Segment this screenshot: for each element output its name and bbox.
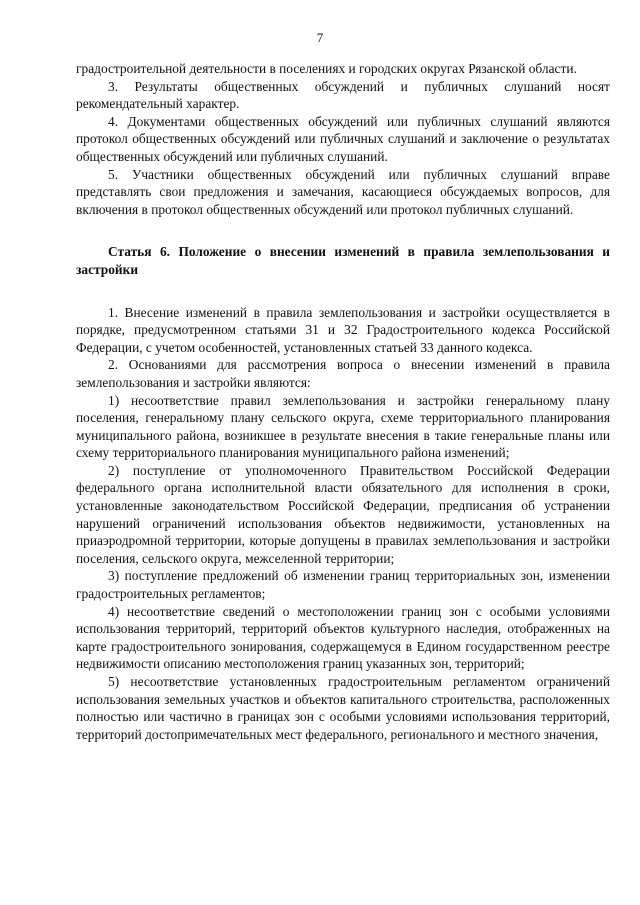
document-body bbox=[76, 60, 610, 743]
paragraph-clause-2: 2. Основаниями для рассмотрения вопроса о внесении изменений в правила землепользования и застройки являются: bbox=[76, 357, 610, 390]
list-item-1: 1) несоответствие правил землепользования и застройки генеральному плану поселения, генеральному плану сельского округа, схеме территориального планирования муниципального района, возникшее в результате внесения в такие генеральные планы или схему территориального планирования муниципального района изменений; bbox=[76, 392, 610, 461]
list-item-3: 3) поступление предложений об изменении границ территориальных зон, изменении градостроительных регламентов; bbox=[76, 568, 610, 602]
list-item-5: 5) несоответствие установленных градостроительным регламентом ограничений использования земельных участков и объектов капитального строительства, расположенных полностью или частично в границах зон с особыми условиями использования территорий, территорий достопримечательных мест федерального, регионального и местного значения, bbox=[76, 674, 610, 742]
paragraph-item-4: 4. Документами общественных обсуждений или публичных слушаний являются протокол общественных обсуждений или публичных слушаний и заключение о результатах общественных обсуждений или публичных слушаний. bbox=[76, 113, 610, 164]
article-heading: Статья 6. Положение о внесении изменений в правила землепользования и застройки bbox=[76, 244, 610, 277]
paragraph-item-3: 3. Результаты общественных обсуждений и публичных слушаний носят рекомендательный характер. bbox=[76, 78, 610, 112]
paragraph-clause-1: 1. Внесение изменений в правила землепользования и застройки осуществляется в порядке, предусмотренном статьями 31 и 32 Градостроительного кодекса Российской Федерации, с учетом особенностей, установленных статьей 33 данного кодекса. bbox=[76, 304, 610, 355]
list-item-2: 2) поступление от уполномоченного Правительством Российской Федерации федерального органа исполнительной власти обязательного для исполнения в сроки, установленные законодательством Российской Федерации, предписания об устранении нарушений ограничений использования объектов недвижимости, установленных на приаэродромной территории, которые допущены в правилах землепользования и застройки поселения, сельского округа, межселенной территории; bbox=[76, 462, 610, 566]
paragraph-item-5: 5. Участники общественных обсуждений или публичных слушаний вправе представлять свои предложения и замечания, касающиеся обсуждаемых вопросов, для включения в протокол общественных обсуждений или протокол публичных слушаний. bbox=[76, 166, 610, 217]
list-item-4: 4) несоответствие сведений о местоположении границ зон с особыми условиями использования территорий, территорий объектов культурного наследия, отображенных на карте градостроительного зонирования, содержащемуся в Едином государственном реестре недвижимости описанию местоположения границ указанных зон, территорий; bbox=[76, 603, 610, 672]
paragraph-continuation: градостроительной деятельности в поселениях и городских округах Рязанской области. bbox=[76, 61, 577, 76]
page-number: 7 bbox=[316, 30, 324, 45]
